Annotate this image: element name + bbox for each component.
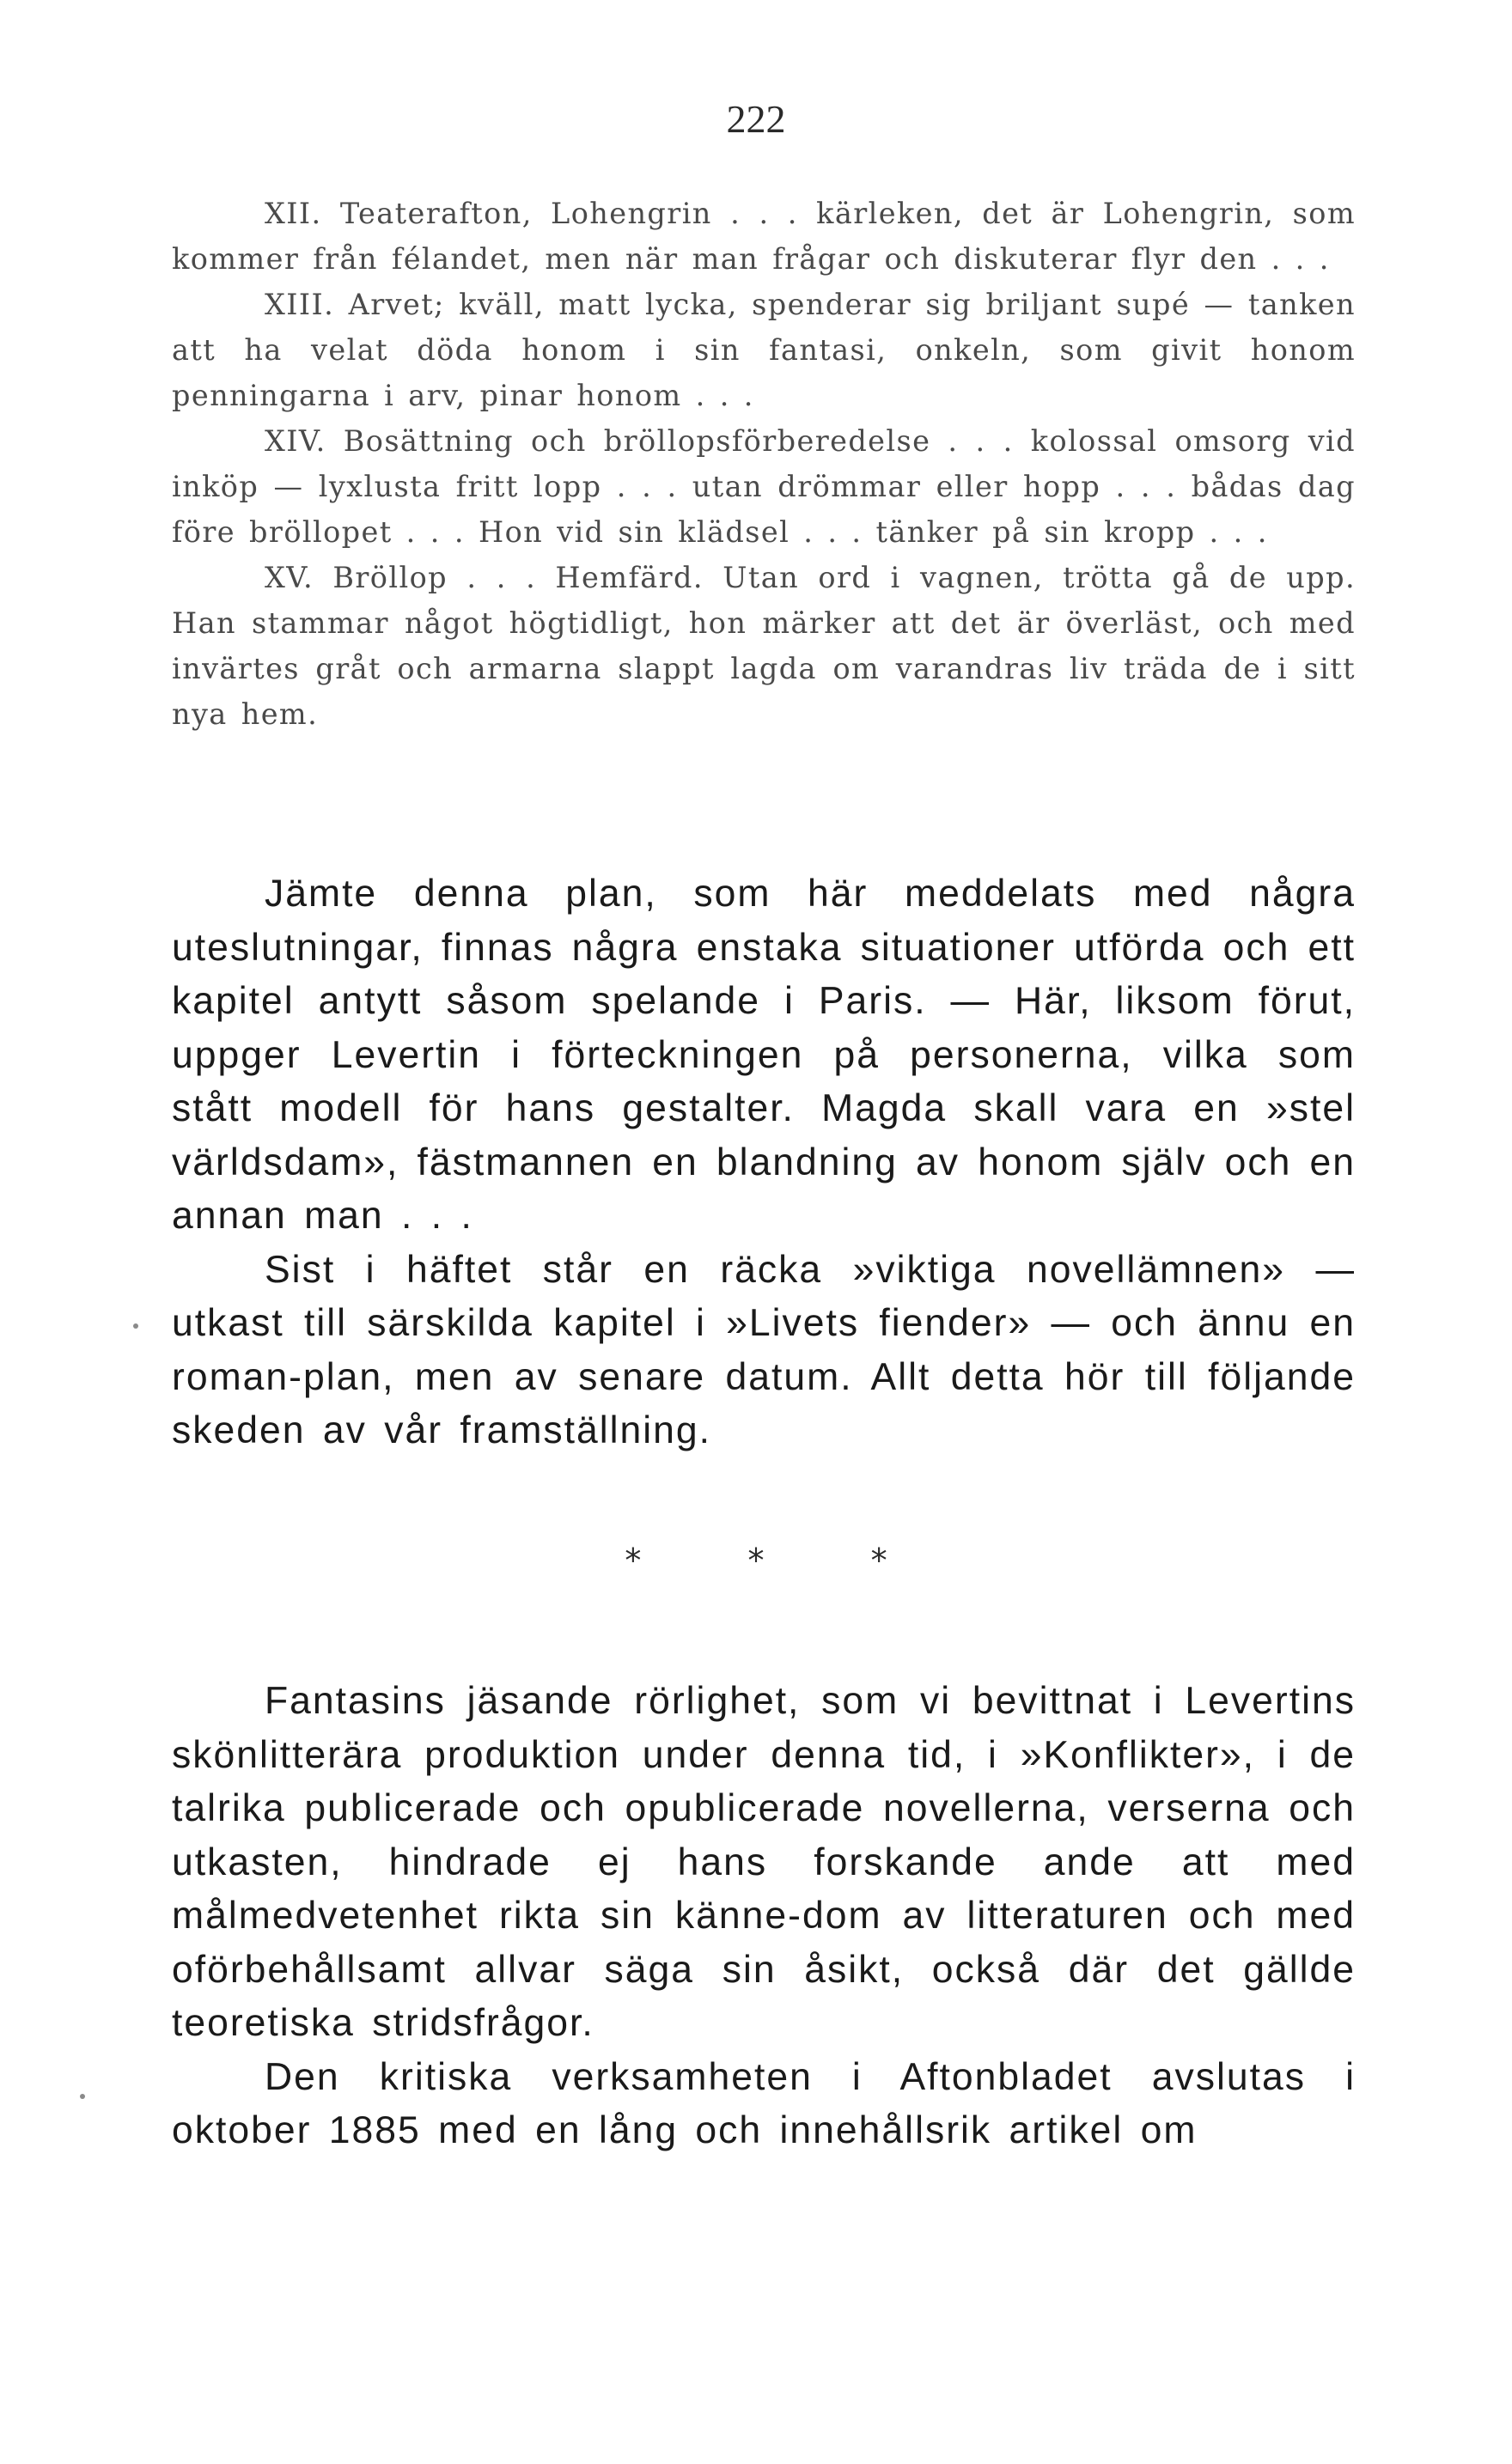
outline-note-xii: XII. Teaterafton, Lohengrin . . . kärleken, det är Lohengrin, som kommer från félandet, men när man frågar och diskuterar flyr den . . . (172, 197, 1356, 276)
body-paragraph: Fantasins jäsande rörlighet, som vi bevittnat i Levertins skönlitterära produktion under denna tid, i »Konflikter», i de talrika publicerade och opublicerade novellerna, verserna och utkasten, hindrade ej hans forskande ande att med målmedvetenhet rikta sin känne-dom av litteraturen och med oförbehållsamt allvar säga sin åsikt, också där det gällde teoretiska stridsfrågor. (172, 1680, 1356, 2044)
body-paragraph: Den kritiska verksamheten i Aftonbladet avslutas i oktober 1885 med en lång och innehållsrik artikel om (172, 2055, 1356, 2151)
margin-mark (133, 1323, 138, 1329)
body-section-before-break (172, 867, 1356, 1458)
body-paragraph: Jämte denna plan, som här meddelats med några uteslutningar, finnas några enstaka situationer utförda och ett kapitel antytt såsom spelande i Paris. — Här, liksom förut, uppger Levertin i förteckningen på personerna, vilka som stått modell för hans gestalter. Magda skall vara en »stel världsdam», fästmannen en blandning av honom själv och en annan man . . . (172, 873, 1356, 1237)
page-number: 222 (726, 97, 786, 141)
outline-note-xiv: XIV. Bosättning och bröllopsförberedelse . . . kolossal omsorg vid inköp — lyxlusta fritt lopp . . . utan drömmar eller hopp . . . bådas dag före bröllopet . . . Hon vid sin klädsel . . . tänker på sin kropp . . . (172, 424, 1356, 549)
section-separator: * * * (625, 1542, 936, 1579)
outline-note-xiii: XIII. Arvet; kväll, matt lycka, spenderar sig briljant supé — tanken att ha velat döda honom i sin fantasi, onkeln, som givit honom penningarna i arv, pinar honom . . . (172, 288, 1356, 412)
chapter-outline-notes (172, 191, 1356, 737)
body-section-after-break (172, 1675, 1356, 2158)
margin-mark (80, 2094, 85, 2099)
body-paragraph: Sist i häftet står en räcka »viktiga novellämnen» — utkast till särskilda kapitel i »Livets fiender» — och ännu en roman-plan, men av senare datum. Allt detta hör till följande skeden av vår framställning. (172, 1248, 1356, 1451)
outline-note-xv: XV. Bröllop . . . Hemfärd. Utan ord i vagnen, trötta gå de upp. Han stammar något högtidligt, hon märker att det är överläst, och med invärtes gråt och armarna slappt lagda om varandras liv träda de i sitt nya hem. (172, 561, 1356, 731)
